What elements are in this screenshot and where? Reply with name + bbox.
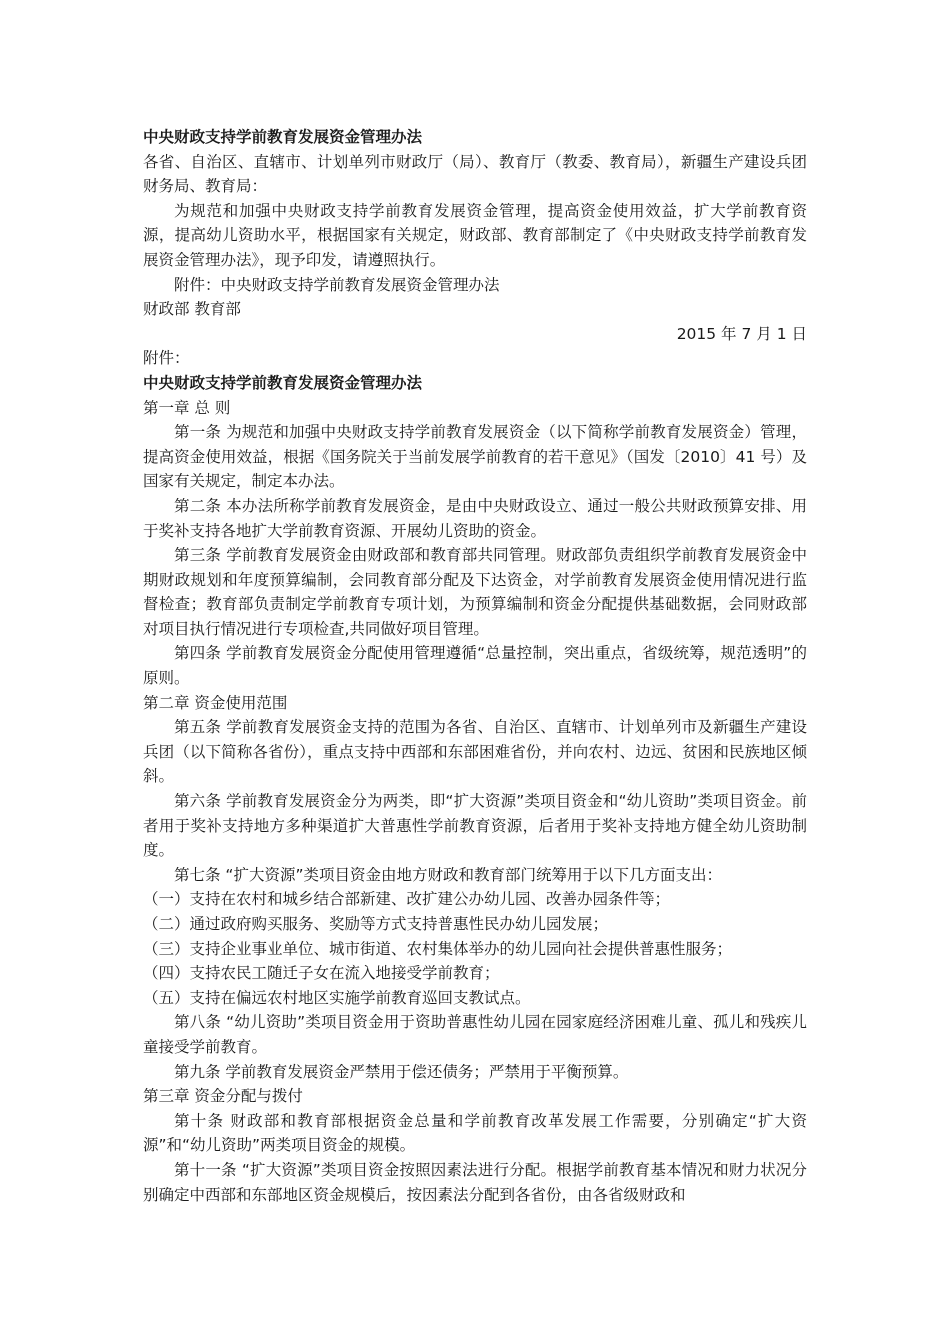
recipients-paragraph: 各省、自治区、直辖市、计划单列市财政厅（局）、教育厅（教委、教育局），新疆生产建设兵团财务局、教育局：: [143, 152, 807, 196]
article-paragraph: 第四条 学前教育发展资金分配使用管理遵循“总量控制，突出重点，省级统筹，规范透明”的原则。: [143, 644, 807, 688]
chapter-heading: 第三章 资金分配与拨付: [143, 1087, 303, 1106]
list-item: （二）通过政府购买服务、奖励等方式支持普惠性民办幼儿园发展；: [143, 915, 609, 933]
article-paragraph: 第二条 本办法所称学前教育发展资金，是由中央财政设立、通过一般公共财政预算安排、用于奖补支持各地扩大学前教育资源、开展幼儿资助的资金。: [143, 496, 807, 540]
chapter-heading: 第一章 总 则: [143, 398, 231, 417]
attachment-title: 中央财政支持学前教育发展资金管理办法: [143, 373, 423, 392]
attachment-note: 附件：中央财政支持学前教育发展资金管理办法: [174, 275, 500, 294]
article-paragraph: 第一条 为规范和加强中央财政支持学前教育发展资金（以下简称学前教育发展资金）管理，提高资金使用效益，根据《国务院关于当前发展学前教育的若干意见》（国发〔2010〕41 号）及国家有关规定，制定本办法。: [143, 423, 807, 491]
document-page: [143, 125, 807, 1207]
article-paragraph: 第五条 学前教育发展资金支持的范围为各省、自治区、直辖市、计划单列市及新疆生产建设兵团（以下简称各省份），重点支持中西部和东部困难省份，并向农村、边远、贫困和民族地区倾斜。: [143, 718, 807, 786]
list-item: （一）支持在农村和城乡结合部新建、改扩建公办幼儿园、改善办园条件等；: [143, 890, 671, 909]
article-paragraph: 第十一条 “扩大资源”类项目资金按照因素法进行分配。根据学前教育基本情况和财力状况分别确定中西部和东部地区资金规模后，按因素法分配到各省份，由各省级财政和: [143, 1160, 807, 1204]
article-paragraph: 第七条 “扩大资源”类项目资金由地方财政和教育部门统筹用于以下几方面支出：: [174, 865, 722, 884]
article-paragraph: 第八条 “幼儿资助”类项目资金用于资助普惠性幼儿园在园家庭经济困难儿童、孤儿和残疾儿童接受学前教育。: [143, 1013, 807, 1056]
article-paragraph: 第十条 财政部和教育部根据资金总量和学前教育改革发展工作需要，分别确定“扩大资源”和“幼儿资助”两类项目资金的规模。: [143, 1111, 807, 1155]
attachment-label: 附件：: [143, 349, 190, 368]
article-paragraph: 第六条 学前教育发展资金分为两类，即“扩大资源”类项目资金和“幼儿资助”类项目资金。前者用于奖补支持地方多种渠道扩大普惠性学前教育资源，后者用于奖补支持地方健全幼儿资助制度。: [143, 792, 807, 860]
article-paragraph: 第九条 学前教育发展资金严禁用于偿还债务；严禁用于平衡预算。: [174, 1062, 629, 1081]
intro-paragraph: 为规范和加强中央财政支持学前教育发展资金管理，提高资金使用效益，扩大学前教育资源，提高幼儿资助水平，根据国家有关规定，财政部、教育部制定了《中央财政支持学前教育发展资金管理办法》，现予印发，请遵照执行。: [143, 201, 807, 269]
document-title: 中央财政支持学前教育发展资金管理办法: [143, 128, 423, 146]
chapter-heading: 第二章 资金使用范围: [143, 693, 288, 712]
list-item: （四）支持农民工随迁子女在流入地接受学前教育；: [143, 964, 500, 983]
list-item: （五）支持在偏远农村地区实施学前教育巡回支教试点。: [143, 988, 531, 1007]
issue-date: 2015 年 7 月 1 日: [676, 324, 807, 343]
signers: 财政部 教育部: [143, 300, 241, 319]
list-item: （三）支持企业事业单位、城市街道、农村集体举办的幼儿园向社会提供普惠性服务；: [143, 939, 733, 958]
article-paragraph: 第三条 学前教育发展资金由财政部和教育部共同管理。财政部负责组织学前教育发展资金中期财政规划和年度预算编制，会同教育部分配及下达资金，对学前教育发展资金使用情况进行监督检查；教育部负责制定学前教育专项计划，为预算编制和资金分配提供基础数据，会同财政部对项目执行情况进行专项检查,共同做好项目管理。: [143, 546, 807, 638]
